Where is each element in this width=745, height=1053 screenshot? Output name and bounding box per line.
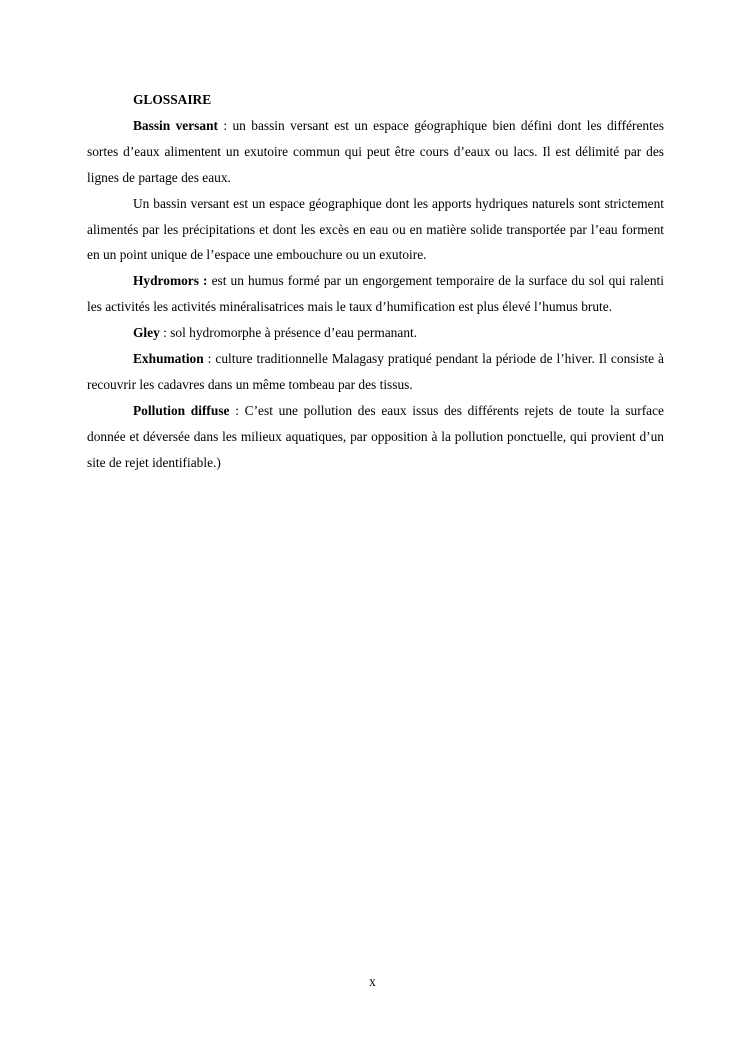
glossary-definition: Un bassin versant est un espace géographique dont les apports hydriques naturels sont strictement alimentés par les précipitations et dont les excès en eau ou en matière solide transportée par l’eau forment en un point unique de l’espace une embouchure ou un exutoire. (87, 195, 664, 263)
glossary-section (87, 87, 664, 476)
glossary-entry-exhumation (87, 346, 664, 398)
glossary-definition: : C’est une pollution des eaux issus des différents rejets de toute la surface donnée et déversée dans les milieux aquatiques, par opposition à la pollution ponctuelle, qui provient d’un site de rejet identifiable.) (87, 402, 664, 470)
glossary-definition: : culture traditionnelle Malagasy pratiqué pendant la période de l’hiver. Il consiste à recouvrir les cadavres dans un même tombeau par des tissus. (87, 351, 664, 392)
glossary-entry-bassin-versant (87, 113, 664, 191)
glossary-entry-bassin-versant-continued (87, 191, 664, 269)
glossary-definition: est un humus formé par un engorgement temporaire de la surface du sol qui ralenti les activités les activités minéralisatrices mais le taux d’humification est plus élevé l’humus brute. (87, 273, 664, 315)
glossary-entry-gley (87, 320, 664, 346)
glossary-entry-hydromors (87, 268, 664, 320)
glossary-term: Bassin versant (133, 117, 218, 133)
glossary-term: Exhumation (133, 351, 204, 367)
page-number: x (369, 974, 376, 989)
glossary-term: Hydromors : (133, 273, 208, 289)
glossary-term: Gley (133, 325, 160, 341)
glossary-term: Pollution diffuse (133, 402, 230, 418)
glossary-definition: : sol hydromorphe à présence d’eau permanant. (159, 325, 418, 341)
glossary-entry-pollution-diffuse (87, 398, 664, 476)
glossary-definition: : un bassin versant est un espace géographique bien défini dont les différentes sortes d’eaux alimentent un exutoire commun qui peut être cours d’eaux ou lacs. Il est délimité par des lignes de partage des eaux. (87, 117, 664, 185)
glossary-title: GLOSSAIRE (133, 92, 212, 107)
